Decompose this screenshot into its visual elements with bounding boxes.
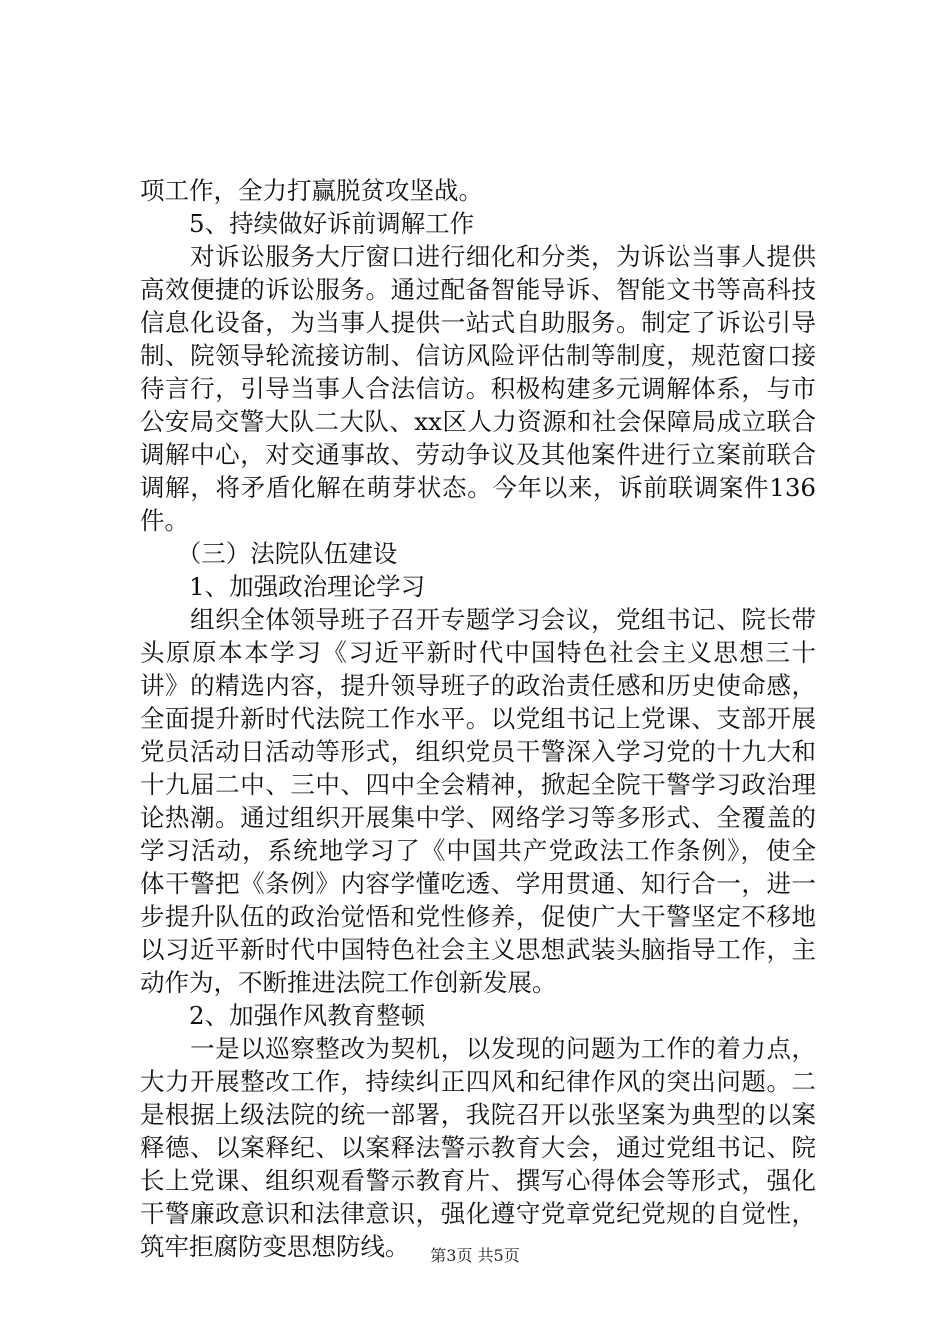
text-line: 组织全体领导班子召开专题学习会议，党组书记、院长带 <box>140 605 816 634</box>
text-line: 件。 <box>140 506 189 535</box>
text-line: 党员活动日活动等形式，组织党员干警深入学习党的十九大和 <box>140 737 816 766</box>
text-line: 十九届二中、三中、四中全会精神，掀起全院干警学习政治理 <box>140 770 816 799</box>
text-line: 信息化设备，为当事人提供一站式自助服务。制定了诉讼引导 <box>140 308 816 337</box>
text-line: 全面提升新时代法院工作水平。以党组书记上党课、支部开展 <box>140 704 816 733</box>
text-line: 体干警把《条例》内容学懂吃透、学用贯通、知行合一，进一 <box>140 869 816 898</box>
text-line: 释德、以案释纪、以案释法警示教育大会，通过党组书记、院 <box>140 1133 816 1162</box>
text-line: 制、院领导轮流接访制、信访风险评估制等制度，规范窗口接 <box>140 341 816 370</box>
text-line: 动作为，不断推进法院工作创新发展。 <box>140 968 557 997</box>
text-line: 干警廉政意识和法律意识，强化遵守党章党纪党规的自觉性， <box>140 1199 816 1228</box>
section-heading: 5、持续做好诉前调解工作 <box>140 209 475 238</box>
text-line: 调解中心，对交通事故、劳动争议及其他案件进行立案前联合 <box>140 440 816 469</box>
text-line: 高效便捷的诉讼服务。通过配备智能导诉、智能文书等高科技 <box>140 275 816 304</box>
section-heading: （三）法院队伍建设 <box>140 539 398 568</box>
text-line: 以习近平新时代中国特色社会主义思想武装头脑指导工作，主 <box>140 935 816 964</box>
text-line: 调解，将矛盾化解在萌芽状态。今年以来，诉前联调案件136 <box>140 473 816 502</box>
text-line: 长上党课、组织观看警示教育片、撰写心得体会等形式，强化 <box>140 1166 816 1195</box>
page-footer: 第3页 共5页 <box>430 1246 520 1265</box>
text-line: 步提升队伍的政治觉悟和党性修养，促使广大干警坚定不移地 <box>140 902 816 931</box>
text-line: 对诉讼服务大厅窗口进行细化和分类，为诉讼当事人提供 <box>140 242 816 271</box>
section-heading: 1、加强政治理论学习 <box>140 572 426 601</box>
text-line: 学习活动，系统地学习了《中国共产党政法工作条例》，使全 <box>140 836 816 865</box>
text-line: 是根据上级法院的统一部署，我院召开以张坚案为典型的以案 <box>140 1100 816 1129</box>
text-line: 头原原本本学习《习近平新时代中国特色社会主义思想三十 <box>140 638 816 667</box>
text-line: 论热潮。通过组织开展集中学、网络学习等多形式、全覆盖的 <box>140 803 816 832</box>
text-line: 公安局交警大队二大队、xx区人力资源和社会保障局成立联合 <box>140 407 816 436</box>
text-line: 待言行，引导当事人合法信访。积极构建多元调解体系，与市 <box>140 374 816 403</box>
section-heading: 2、加强作风教育整顿 <box>140 1001 426 1030</box>
text-line: 一是以巡察整改为契机，以发现的问题为工作的着力点， <box>140 1034 816 1063</box>
text-line: 筑牢拒腐防变思想防线。 <box>140 1232 410 1261</box>
text-line: 大力开展整改工作，持续纠正四风和纪律作风的突出问题。二 <box>140 1067 816 1096</box>
text-line: 讲》的精选内容，提升领导班子的政治责任感和历史使命感， <box>140 671 816 700</box>
text-line: 项工作，全力打赢脱贫攻坚战。 <box>140 176 483 205</box>
